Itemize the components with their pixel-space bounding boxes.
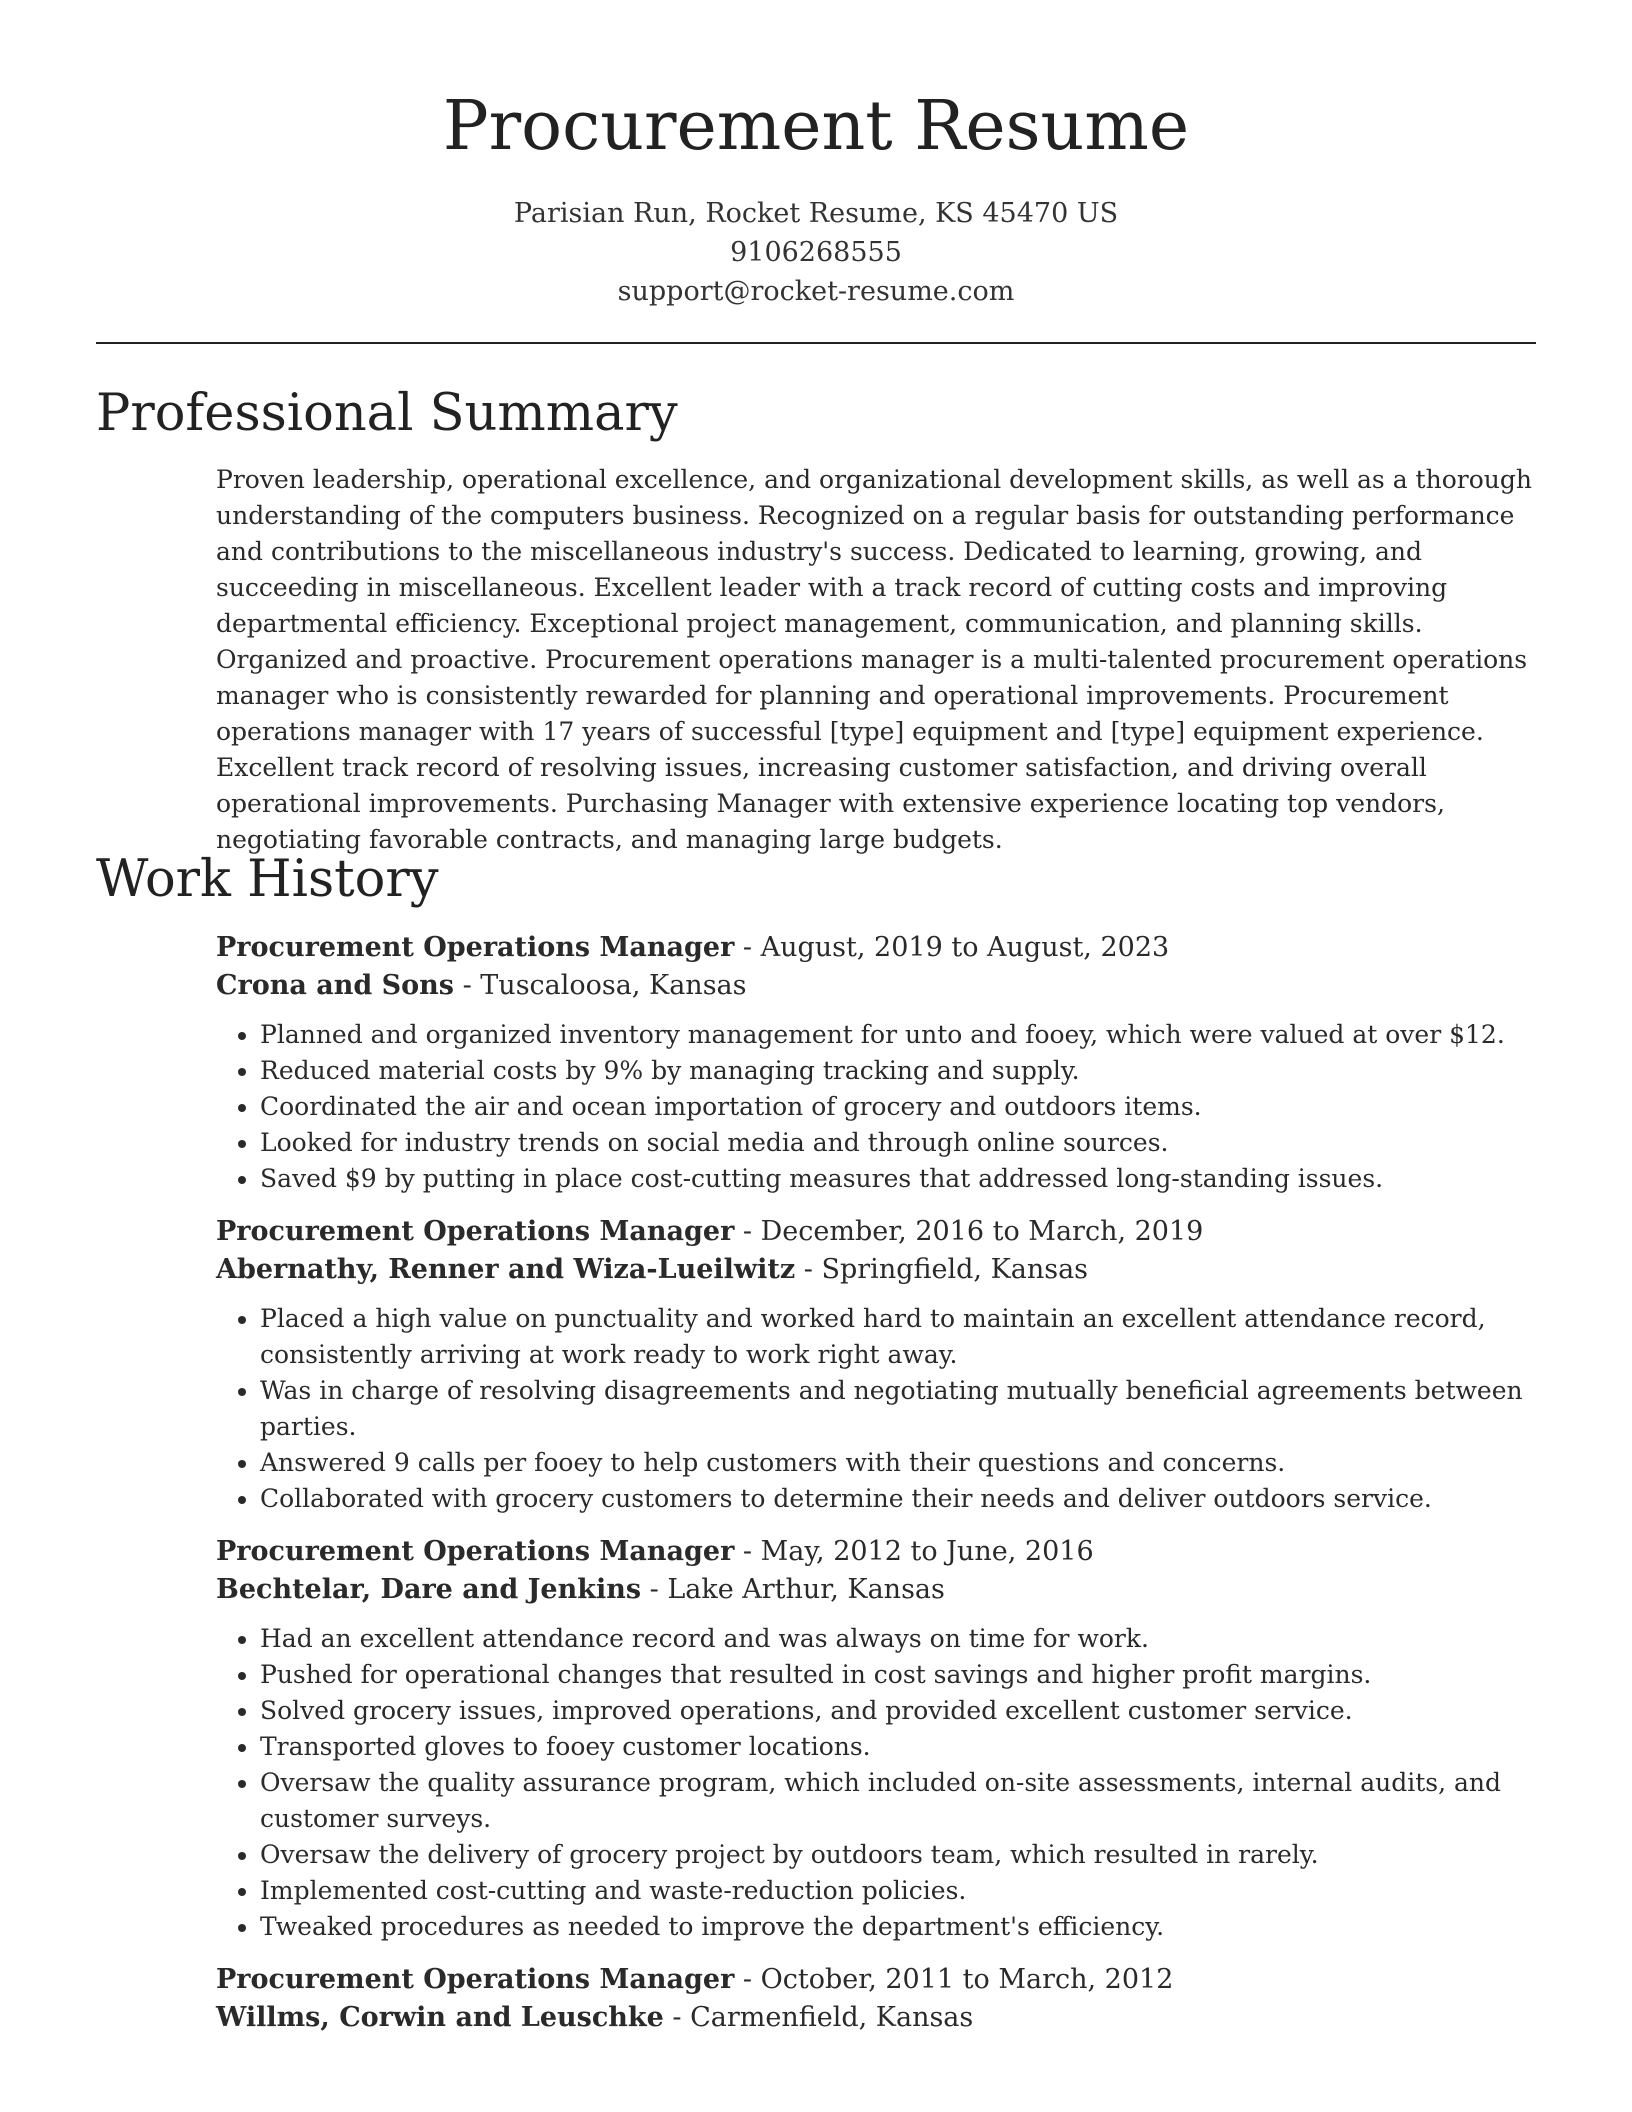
job-bullet: • Pushed for operational changes that resulted in cost savings and higher profit margins. bbox=[260, 1657, 1536, 1693]
job-bullet: • Oversaw the quality assurance program, which included on-site assessments, internal audits, and customer surveys. bbox=[260, 1765, 1536, 1837]
job-entry bbox=[216, 1533, 1536, 1945]
job-title-line bbox=[216, 1533, 1536, 1571]
job-dates: August, 2019 to August, 2023 bbox=[760, 932, 1170, 963]
job-title: Procurement Operations Manager bbox=[216, 1216, 735, 1247]
resume-name: Procurement Resume bbox=[442, 87, 1190, 166]
job-title-line bbox=[216, 929, 1536, 967]
separator: - bbox=[734, 1216, 761, 1247]
job-location: Tuscaloosa, Kansas bbox=[480, 970, 747, 1001]
work-history-list bbox=[216, 929, 1536, 2053]
phone: 9106268555 bbox=[730, 237, 902, 268]
resume-header bbox=[0, 0, 1632, 311]
job-bullet: • Planned and organized inventory management for unto and fooey, which were valued at over $12. bbox=[260, 1017, 1536, 1053]
job-bullet: • Tweaked procedures as needed to improve the department's efficiency. bbox=[260, 1909, 1536, 1945]
separator: - bbox=[454, 970, 481, 1001]
contact-block bbox=[0, 194, 1632, 311]
job-company: Willms, Corwin and Leuschke bbox=[216, 2002, 664, 2033]
job-company-line bbox=[216, 1251, 1536, 1289]
job-bullet-list bbox=[216, 1621, 1536, 1945]
job-bullet-list bbox=[216, 1301, 1536, 1517]
job-company: Abernathy, Renner and Wiza-Lueilwitz bbox=[216, 1254, 796, 1285]
job-title-line bbox=[216, 1961, 1536, 1999]
job-dates: October, 2011 to March, 2012 bbox=[760, 1964, 1174, 1995]
job-title: Procurement Operations Manager bbox=[216, 932, 735, 963]
address: Parisian Run, Rocket Resume, KS 45470 US bbox=[513, 198, 1119, 229]
separator: - bbox=[734, 1964, 761, 1995]
job-bullet: • Was in charge of resolving disagreements and negotiating mutually beneficial agreements between parties. bbox=[260, 1373, 1536, 1445]
job-title: Procurement Operations Manager bbox=[216, 1536, 735, 1567]
job-bullet: • Oversaw the delivery of grocery project by outdoors team, which resulted in rarely. bbox=[260, 1837, 1536, 1873]
job-company: Crona and Sons bbox=[216, 970, 454, 1001]
job-company: Bechtelar, Dare and Jenkins bbox=[216, 1574, 642, 1605]
job-bullet: • Placed a high value on punctuality and worked hard to maintain an excellent attendance record, consistently arriving at work ready to work right away. bbox=[260, 1301, 1536, 1373]
separator: - bbox=[734, 932, 761, 963]
job-bullet: • Had an excellent attendance record and was always on time for work. bbox=[260, 1621, 1536, 1657]
job-bullet: • Reduced material costs by 9% by managing tracking and supply. bbox=[260, 1053, 1536, 1089]
job-location: Carmenfield, Kansas bbox=[690, 2002, 974, 2033]
separator: - bbox=[795, 1254, 822, 1285]
job-bullet: • Solved grocery issues, improved operations, and provided excellent customer service. bbox=[260, 1693, 1536, 1729]
job-bullet-list bbox=[216, 1017, 1536, 1197]
job-bullet: • Collaborated with grocery customers to determine their needs and deliver outdoors service. bbox=[260, 1481, 1536, 1517]
summary-heading: Professional Summary bbox=[96, 384, 678, 443]
email: support@rocket-resume.com bbox=[617, 276, 1015, 307]
job-company-line bbox=[216, 1571, 1536, 1609]
job-bullet: • Looked for industry trends on social media and through online sources. bbox=[260, 1125, 1536, 1161]
job-entry bbox=[216, 1213, 1536, 1517]
job-title: Procurement Operations Manager bbox=[216, 1964, 735, 1995]
job-bullet: • Coordinated the air and ocean importation of grocery and outdoors items. bbox=[260, 1089, 1536, 1125]
job-location: Springfield, Kansas bbox=[821, 1254, 1089, 1285]
job-bullet: • Saved $9 by putting in place cost-cutting measures that addressed long-standing issues. bbox=[260, 1161, 1536, 1197]
work-history-heading: Work History bbox=[96, 850, 439, 909]
job-company-line bbox=[216, 967, 1536, 1005]
job-location: Lake Arthur, Kansas bbox=[667, 1574, 945, 1605]
job-entry bbox=[216, 1961, 1536, 2037]
separator: - bbox=[663, 2002, 691, 2033]
job-title-line bbox=[216, 1213, 1536, 1251]
job-dates: December, 2016 to March, 2019 bbox=[760, 1216, 1204, 1247]
summary-text: Proven leadership, operational excellence, and organizational development skills, as well as a thorough understanding of the computers business. Recognized on a regular basis for outstanding performance and contributions to the miscellaneous industry's success. Dedicated to learning, growing, and succeeding in miscellaneous. Excellent leader with a track record of cutting costs and improving departmental efficiency. Exceptional project management, communication, and planning skills. Organized and proactive. Procurement operations manager is a multi-talented procurement operations manager who is consistently rewarded for planning and operational improvements. Procurement operations manager with 17 years of successful [type] equipment and [type] equipment experience. Excellent track record of resolving issues, increasing customer satisfaction, and driving overall operational improvements. Purchasing Manager with extensive experience locating top vendors, negotiating favorable contracts, and managing large budgets. bbox=[216, 465, 1532, 854]
separator: - bbox=[641, 1574, 668, 1605]
header-divider bbox=[96, 342, 1536, 344]
job-dates: May, 2012 to June, 2016 bbox=[760, 1536, 1094, 1567]
job-bullet: • Transported gloves to fooey customer locations. bbox=[260, 1729, 1536, 1765]
job-entry bbox=[216, 929, 1536, 1197]
job-company-line bbox=[216, 1999, 1536, 2037]
job-bullet: • Implemented cost-cutting and waste-reduction policies. bbox=[260, 1873, 1536, 1909]
separator: - bbox=[734, 1536, 761, 1567]
job-bullet: • Answered 9 calls per fooey to help customers with their questions and concerns. bbox=[260, 1445, 1536, 1481]
